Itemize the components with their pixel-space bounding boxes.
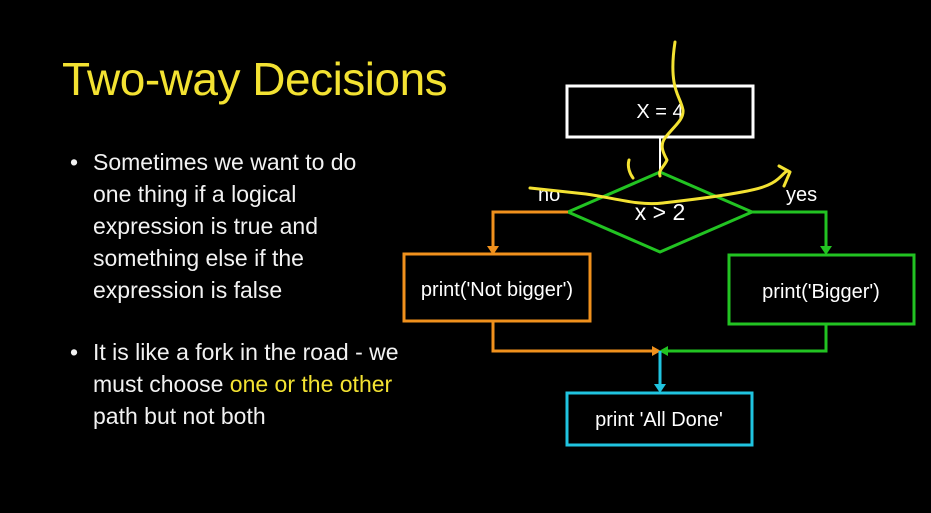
no-merge-line	[493, 321, 653, 351]
start-box-label: X = 4	[636, 101, 684, 123]
bullet-marker: •	[70, 149, 79, 175]
bullet-text: Sometimes we want to do one thing if a logical expression is true and something else if the expression is false	[93, 149, 357, 303]
bullet-text-end: path but not both	[93, 403, 266, 429]
slide-title: Two-way Decisions	[62, 53, 448, 105]
yes-branch-line	[752, 212, 826, 248]
no-branch-line	[493, 212, 568, 248]
end-box-label: print 'All Done'	[595, 409, 723, 431]
no-label: no	[538, 184, 561, 206]
yes-label: yes	[786, 184, 818, 206]
yes-merge-line	[667, 324, 826, 351]
bullet-marker: •	[70, 339, 79, 365]
decision-label: x > 2	[634, 199, 686, 225]
annotation-tick-stroke	[628, 160, 633, 178]
bullet-highlight: one or the other	[229, 371, 393, 397]
no-box-label: print('Not bigger')	[420, 279, 574, 301]
bullet-text-start: It is like a fork in the road - we must choose	[93, 339, 399, 397]
yes-box-label: print('Bigger')	[762, 281, 880, 303]
